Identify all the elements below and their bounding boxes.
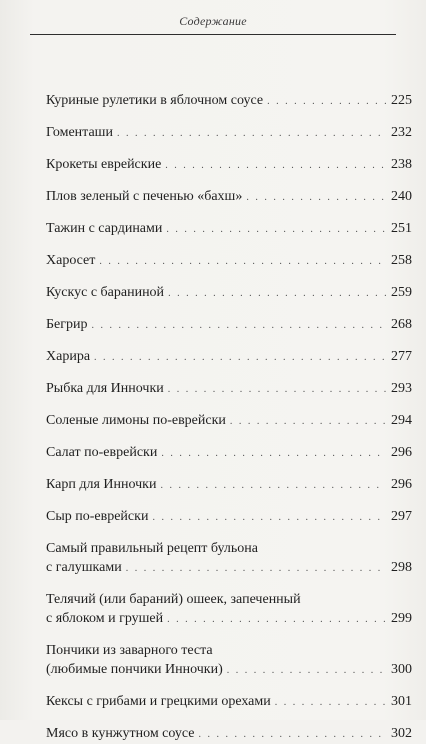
toc-leader-dots [275, 693, 386, 712]
table-of-contents [46, 91, 412, 743]
toc-leader-dots [198, 725, 386, 744]
toc-leader-dots [92, 316, 387, 335]
toc-entry [46, 315, 412, 334]
toc-leader-dots [168, 380, 386, 399]
toc-entry [46, 590, 412, 628]
toc-entry-title: Мясо в кунжутном соусе [46, 726, 195, 741]
toc-leader-dots [167, 610, 386, 629]
toc-entry-title: Кексы с грибами и грецкими орехами [46, 694, 271, 709]
toc-entry [46, 347, 412, 366]
toc-leader-dots [94, 348, 386, 367]
toc-leader-dots [117, 124, 386, 143]
toc-entry [46, 475, 412, 494]
toc-entry-page: 225 [391, 93, 412, 108]
toc-entry-page: 300 [391, 662, 412, 677]
toc-entry-page: 259 [391, 285, 412, 300]
toc-entry [46, 91, 412, 110]
toc-entry-title-line1: Телячий (или бараний) ошеек, запеченный [46, 592, 301, 607]
toc-entry-title: Харира [46, 349, 91, 364]
toc-entry-page: 301 [391, 694, 412, 709]
toc-entry-page: 251 [391, 221, 412, 236]
toc-entry-title-line2: с яблоком и грушей [46, 611, 164, 626]
toc-entry [46, 123, 412, 142]
toc-entry-title: Бегрир [46, 317, 88, 332]
toc-entry-page: 298 [391, 560, 412, 575]
toc-entry [46, 641, 412, 679]
toc-entry-title: Харосет [46, 253, 96, 268]
toc-leader-dots [168, 284, 386, 303]
toc-entry [46, 692, 412, 711]
toc-entry-title-line1: Самый правильный рецепт бульона [46, 541, 258, 556]
running-head: Содержание [179, 14, 247, 28]
toc-entry [46, 155, 412, 174]
toc-entry [46, 411, 412, 430]
toc-entry-page: 294 [391, 413, 412, 428]
toc-entry-page: 299 [391, 611, 412, 626]
toc-entry-page: 293 [391, 381, 412, 396]
toc-leader-dots [267, 92, 386, 111]
toc-entry [46, 507, 412, 526]
toc-entry-title: Крокеты еврейские [46, 157, 162, 172]
toc-entry-page: 296 [391, 477, 412, 492]
toc-entry-page: 297 [391, 509, 412, 524]
toc-entry-title: Плов зеленый с печенью «бахш» [46, 189, 243, 204]
toc-leader-dots [246, 188, 386, 207]
toc-entry-title-line2: (любимые пончики Инночки) [46, 662, 223, 677]
toc-leader-dots [165, 156, 386, 175]
toc-entry [46, 283, 412, 302]
toc-entry-title: Карп для Инночки [46, 477, 157, 492]
toc-leader-dots [160, 476, 386, 495]
toc-entry-title: Соленые лимоны по-еврейски [46, 413, 226, 428]
toc-entry [46, 219, 412, 238]
toc-entry-title: Рыбка для Инночки [46, 381, 164, 396]
toc-leader-dots [152, 508, 386, 527]
toc-entry-title-line2: с галушками [46, 560, 122, 575]
toc-leader-dots [161, 444, 386, 463]
toc-entry-page: 238 [391, 157, 412, 172]
toc-leader-dots [99, 252, 386, 271]
toc-entry-title-line1: Пончики из заварного теста [46, 643, 213, 658]
toc-leader-dots [230, 412, 386, 431]
toc-entry [46, 379, 412, 398]
toc-entry [46, 443, 412, 462]
toc-entry-page: 296 [391, 445, 412, 460]
toc-entry-title: Тажин с сардинами [46, 221, 163, 236]
toc-entry [46, 251, 412, 270]
toc-leader-dots [126, 559, 386, 578]
toc-entry-page: 232 [391, 125, 412, 140]
toc-entry [46, 724, 412, 743]
toc-entry-title: Салат по-еврейски [46, 445, 158, 460]
toc-entry-page: 302 [391, 726, 412, 741]
toc-entry-title: Куриные рулетики в яблочном соусе [46, 93, 264, 108]
toc-entry-title: Кускус с бараниной [46, 285, 165, 300]
toc-entry-page: 268 [391, 317, 412, 332]
toc-entry-title: Гоменташи [46, 125, 113, 140]
toc-entry-page: 240 [391, 189, 412, 204]
toc-entry-page: 258 [391, 253, 412, 268]
header-rule [30, 34, 396, 35]
toc-entry [46, 539, 412, 577]
toc-entry-page: 277 [391, 349, 412, 364]
toc-leader-dots [227, 661, 386, 680]
toc-entry [46, 187, 412, 206]
toc-entry-title: Сыр по-еврейски [46, 509, 149, 524]
toc-leader-dots [166, 220, 386, 239]
